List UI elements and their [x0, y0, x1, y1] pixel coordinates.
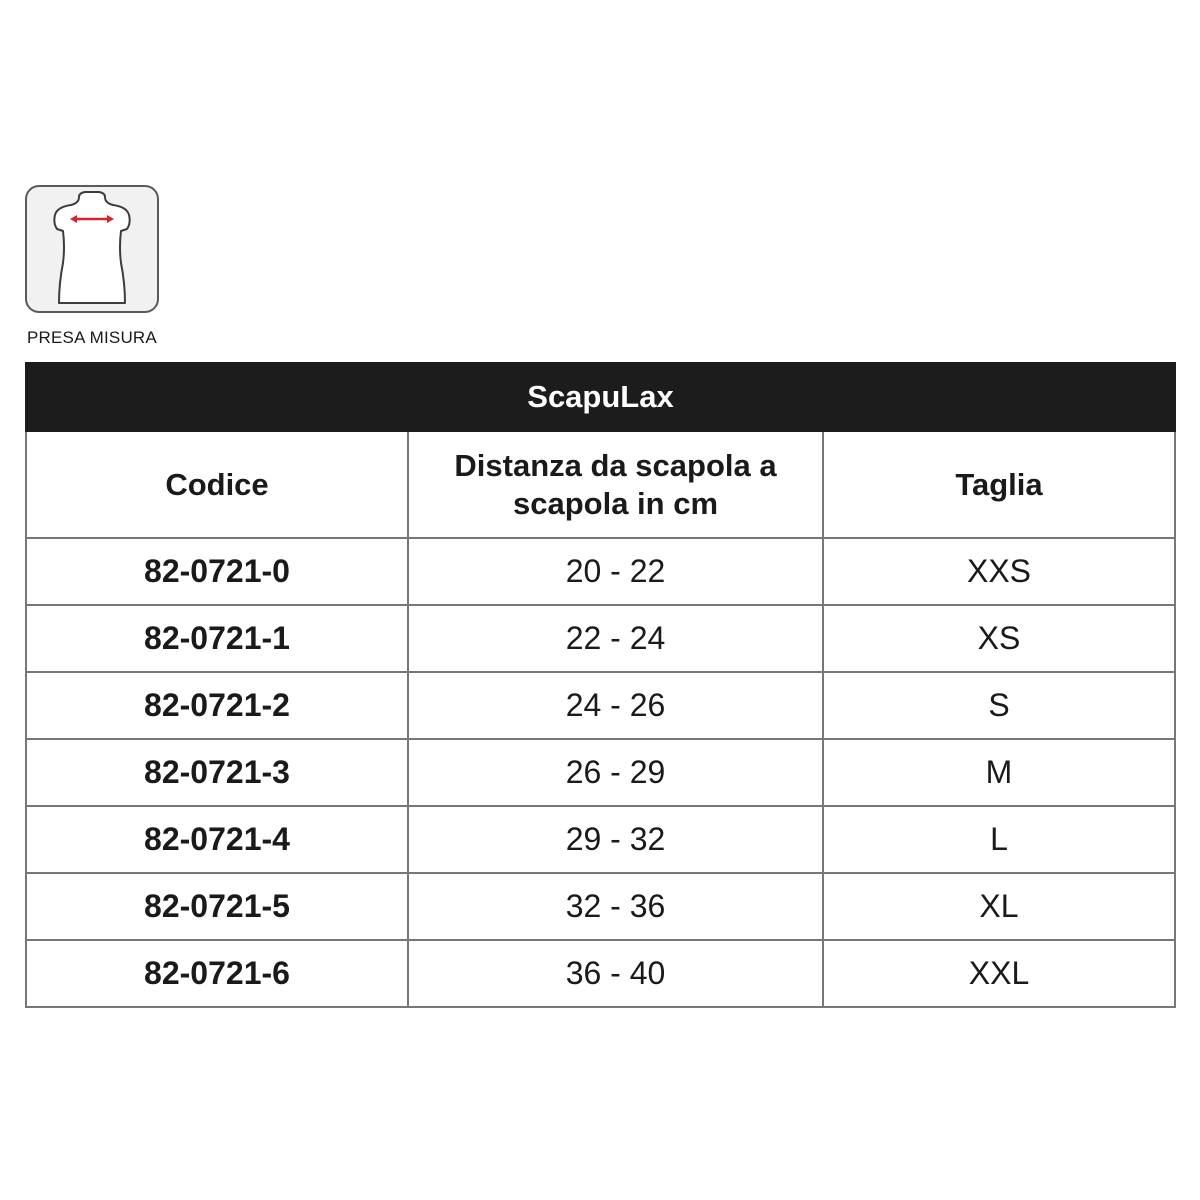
table-row: [26, 672, 1175, 739]
code-cell: 82-0721-2: [26, 672, 408, 739]
torso-shoulder-width-icon: [25, 185, 159, 313]
column-header-distance: [408, 431, 823, 538]
size-cell: XXL: [823, 940, 1175, 1007]
range-cell: 20 - 22: [408, 538, 823, 605]
size-cell: XL: [823, 873, 1175, 940]
table-row: [26, 538, 1175, 605]
size-cell: XS: [823, 605, 1175, 672]
range-cell: 24 - 26: [408, 672, 823, 739]
code-cell: 82-0721-6: [26, 940, 408, 1007]
table-row: [26, 739, 1175, 806]
range-cell: 26 - 29: [408, 739, 823, 806]
range-cell: 36 - 40: [408, 940, 823, 1007]
table-row: [26, 873, 1175, 940]
code-cell: 82-0721-1: [26, 605, 408, 672]
table-title: ScapuLax: [26, 363, 1175, 431]
code-cell: 82-0721-3: [26, 739, 408, 806]
column-header-code: Codice: [26, 431, 408, 538]
code-cell: 82-0721-4: [26, 806, 408, 873]
range-cell: 32 - 36: [408, 873, 823, 940]
table-row: [26, 605, 1175, 672]
measure-caption: PRESA MISURA: [27, 328, 157, 347]
column-header-distance-label: Distanza da scapola a scapola in cm: [454, 447, 777, 521]
table-header-row: [26, 431, 1175, 538]
range-cell: 29 - 32: [408, 806, 823, 873]
size-table: [25, 362, 1176, 1008]
size-cell: XXS: [823, 538, 1175, 605]
table-row: [26, 806, 1175, 873]
column-header-size: Taglia: [823, 431, 1175, 538]
size-cell: S: [823, 672, 1175, 739]
code-cell: 82-0721-0: [26, 538, 408, 605]
range-cell: 22 - 24: [408, 605, 823, 672]
table-row: [26, 940, 1175, 1007]
size-cell: L: [823, 806, 1175, 873]
torso-outline-icon: [27, 187, 157, 311]
table-title-row: [26, 363, 1175, 431]
size-cell: M: [823, 739, 1175, 806]
code-cell: 82-0721-5: [26, 873, 408, 940]
